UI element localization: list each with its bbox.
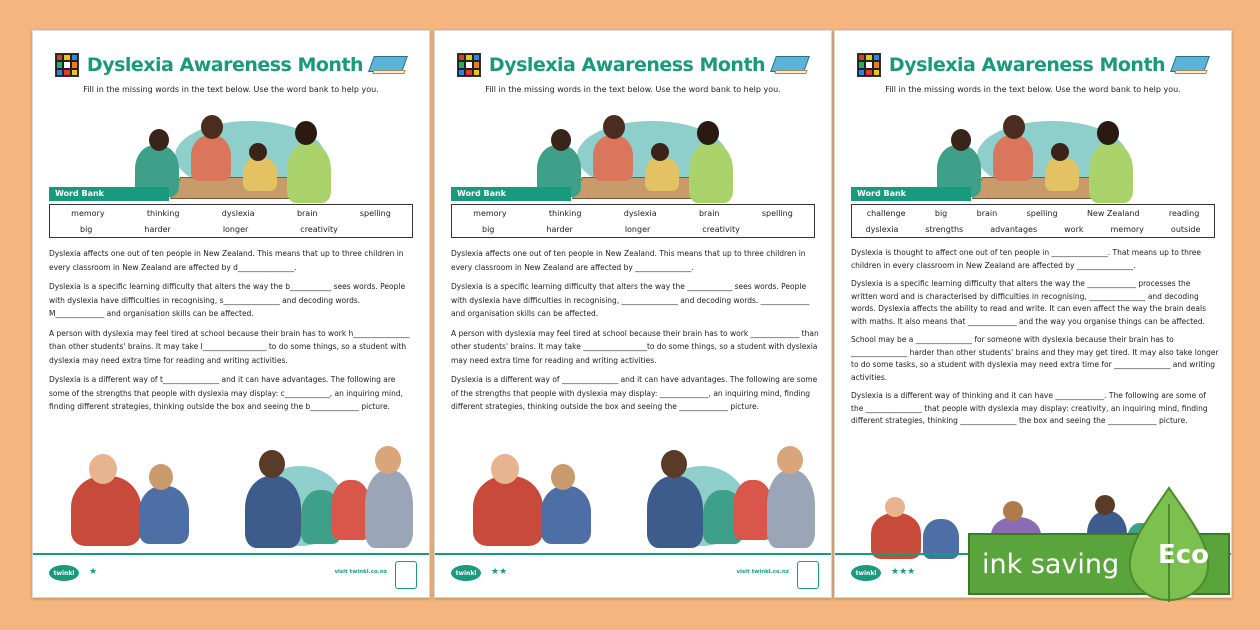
difficulty-stars: ★ bbox=[89, 567, 98, 577]
worksheet-page-2 bbox=[434, 30, 832, 598]
word-bank-word: advantages bbox=[990, 224, 1038, 234]
word-bank-word: creativity bbox=[300, 224, 338, 234]
difficulty-stars: ★★ bbox=[491, 567, 508, 577]
paragraph: School may be a _______________ for someone with dyslexia because their brain has to _______________ harder than other students' brains and they may get tired. It may also take longer to do some tasks, so a student with dyslexia may need extra time for _______________ and writing activities. bbox=[851, 335, 1219, 382]
word-bank-word: thinking bbox=[146, 208, 180, 218]
word-bank-word: spelling bbox=[359, 208, 391, 218]
word-bank-word: dyslexia bbox=[623, 208, 657, 218]
twinkl-logo: twinkl bbox=[49, 565, 79, 581]
visit-link: visit twinkl.co.nz bbox=[736, 569, 789, 575]
twinkl-logo: twinkl bbox=[851, 565, 881, 581]
page-footer bbox=[33, 553, 429, 597]
word-bank-word: dyslexia bbox=[221, 208, 255, 218]
word-bank-row-1 bbox=[50, 205, 412, 221]
reading-illustration bbox=[49, 446, 415, 556]
book-icon bbox=[371, 54, 407, 76]
rubiks-cube-icon bbox=[55, 53, 79, 77]
word-bank-word: brain bbox=[296, 208, 318, 218]
word-bank-label: Word Bank bbox=[49, 187, 169, 201]
twinkl-logo: twinkl bbox=[451, 565, 481, 581]
word-bank bbox=[49, 204, 413, 238]
cloze-text bbox=[851, 247, 1219, 434]
book-icon bbox=[773, 54, 809, 76]
word-bank-word: longer bbox=[222, 224, 249, 234]
word-bank-word: New Zealand bbox=[1086, 208, 1140, 218]
word-bank-word: reading bbox=[1168, 208, 1200, 218]
title-row bbox=[435, 49, 831, 81]
word-bank-word: harder bbox=[144, 224, 171, 234]
word-bank-word: strengths bbox=[925, 224, 964, 234]
word-bank-word: memory bbox=[71, 208, 105, 218]
word-bank-row-2 bbox=[50, 221, 412, 237]
title-row bbox=[835, 49, 1231, 81]
paragraph: Dyslexia is a specific learning difficulty that alters the way the b___________ sees words. People with dyslexia have difficulties in recognising, s_______________ and decoding words. M_____________ and organisation skills can be affected. bbox=[49, 282, 406, 318]
visit-link: visit twinkl.co.nz bbox=[334, 569, 387, 575]
word-bank-word: memory bbox=[1110, 224, 1144, 234]
paragraph: Dyslexia is a different way of t_______________ and it can have advantages. The following are some of the strengths that people with dyslexia may display: c____________, an inquiring mind, finding different strategies, thinking outside the box and seeing the b_____________ picture. bbox=[49, 375, 404, 411]
instructions: Fill in the missing words in the text below. Use the word bank to help you. bbox=[885, 85, 1181, 94]
word-bank-row-2 bbox=[452, 221, 814, 237]
word-bank-word: creativity bbox=[702, 224, 740, 234]
word-bank-label: Word Bank bbox=[451, 187, 571, 201]
word-bank-word: spelling bbox=[761, 208, 793, 218]
rubiks-cube-icon bbox=[857, 53, 881, 77]
paragraph: Dyslexia is a specific learning difficulty that alters the way the _____________ processes the written word and is characterised by difficulties in recognising, _______________ and decoding words. Dyslexia affects the ability to read and write. It can even affect the way the brain deals with maths. It also means that _____________ and the way you organise things can be affected. bbox=[851, 279, 1206, 326]
word-bank bbox=[851, 204, 1215, 238]
paragraph: Dyslexia affects one out of ten people in New Zealand. This means that up to three children in every classroom in New Zealand are affected by _______________. bbox=[451, 249, 806, 272]
paragraph: Dyslexia is a different way of _______________ and it can have advantages. The following are some of the strengths that people with dyslexia may display: _____________, an inquiring mind, finding different strategies, thinking outside the box and seeing the _____________ picture. bbox=[451, 375, 818, 411]
word-bank-row-1 bbox=[852, 205, 1214, 221]
quality-badge-icon bbox=[395, 561, 417, 589]
paragraph: Dyslexia is thought to affect one out of ten people in _______________. That means up to three children in every classroom in New Zealand are affected by _______________. bbox=[851, 248, 1202, 270]
paragraph: A person with dyslexia may feel tired at school because their brain has to work _____________ than other students' brains. It may take _________________to do some things, so a student with dyslexia may need extra time for reading and writing activities. bbox=[451, 328, 819, 365]
word-bank-word: harder bbox=[546, 224, 573, 234]
word-bank-word: spelling bbox=[1026, 208, 1058, 218]
page-title: Dyslexia Awareness Month bbox=[86, 54, 364, 76]
rubiks-cube-icon bbox=[457, 53, 481, 77]
quality-badge-icon bbox=[797, 561, 819, 589]
word-bank-row-1 bbox=[452, 205, 814, 221]
page-title: Dyslexia Awareness Month bbox=[888, 54, 1166, 76]
book-icon bbox=[1173, 54, 1209, 76]
instructions: Fill in the missing words in the text below. Use the word bank to help you. bbox=[485, 85, 781, 94]
word-bank-label: Word Bank bbox=[851, 187, 971, 201]
reading-illustration bbox=[451, 446, 817, 556]
difficulty-stars: ★★★ bbox=[891, 567, 916, 577]
word-bank-word: challenge bbox=[866, 208, 906, 218]
word-bank-word: longer bbox=[624, 224, 651, 234]
word-bank-word: big bbox=[934, 208, 948, 218]
word-bank-word: brain bbox=[698, 208, 720, 218]
cloze-text bbox=[451, 247, 819, 420]
word-bank-word: memory bbox=[473, 208, 507, 218]
word-bank-word: big bbox=[482, 224, 495, 234]
page-title: Dyslexia Awareness Month bbox=[488, 54, 766, 76]
word-bank-word: brain bbox=[976, 208, 998, 218]
paragraph: Dyslexia affects one out of ten people in New Zealand. This means that up to three children in every classroom in New Zealand are affected by d_______________. bbox=[49, 249, 404, 272]
eco-label: Eco bbox=[1158, 540, 1210, 570]
word-bank-row-2 bbox=[852, 221, 1214, 237]
title-row bbox=[33, 49, 429, 81]
word-bank-word: outside bbox=[1170, 224, 1201, 234]
paragraph: Dyslexia is a different way of thinking and it can have _____________. The following are some of the _______________ that people with dyslexia may display: creativity, an inquiring mind, finding different strategies, thinking _______________ the box and seeing the _____________ picture. bbox=[851, 391, 1208, 425]
word-bank-word: work bbox=[1064, 224, 1084, 234]
word-bank-word: dyslexia bbox=[865, 224, 899, 234]
instructions: Fill in the missing words in the text below. Use the word bank to help you. bbox=[83, 85, 379, 94]
ink-saving-text: ink saving bbox=[982, 549, 1120, 580]
paragraph: A person with dyslexia may feel tired at school because their brain has to work h_______________ than other students' brains. It may take l_________________ to do some things, so a student with dyslexia may need extra time for reading and writing activities. bbox=[49, 328, 410, 365]
cloze-text bbox=[49, 247, 417, 420]
word-bank-word: thinking bbox=[548, 208, 582, 218]
paragraph: Dyslexia is a specific learning difficulty that alters the way the ____________ sees words. People with dyslexia have difficulties in recognising, _______________ and decoding words. _____________ and organisation skills can be affected. bbox=[451, 282, 810, 318]
word-bank bbox=[451, 204, 815, 238]
word-bank-word: big bbox=[80, 224, 93, 234]
page-footer bbox=[435, 553, 831, 597]
worksheet-page-1 bbox=[32, 30, 430, 598]
